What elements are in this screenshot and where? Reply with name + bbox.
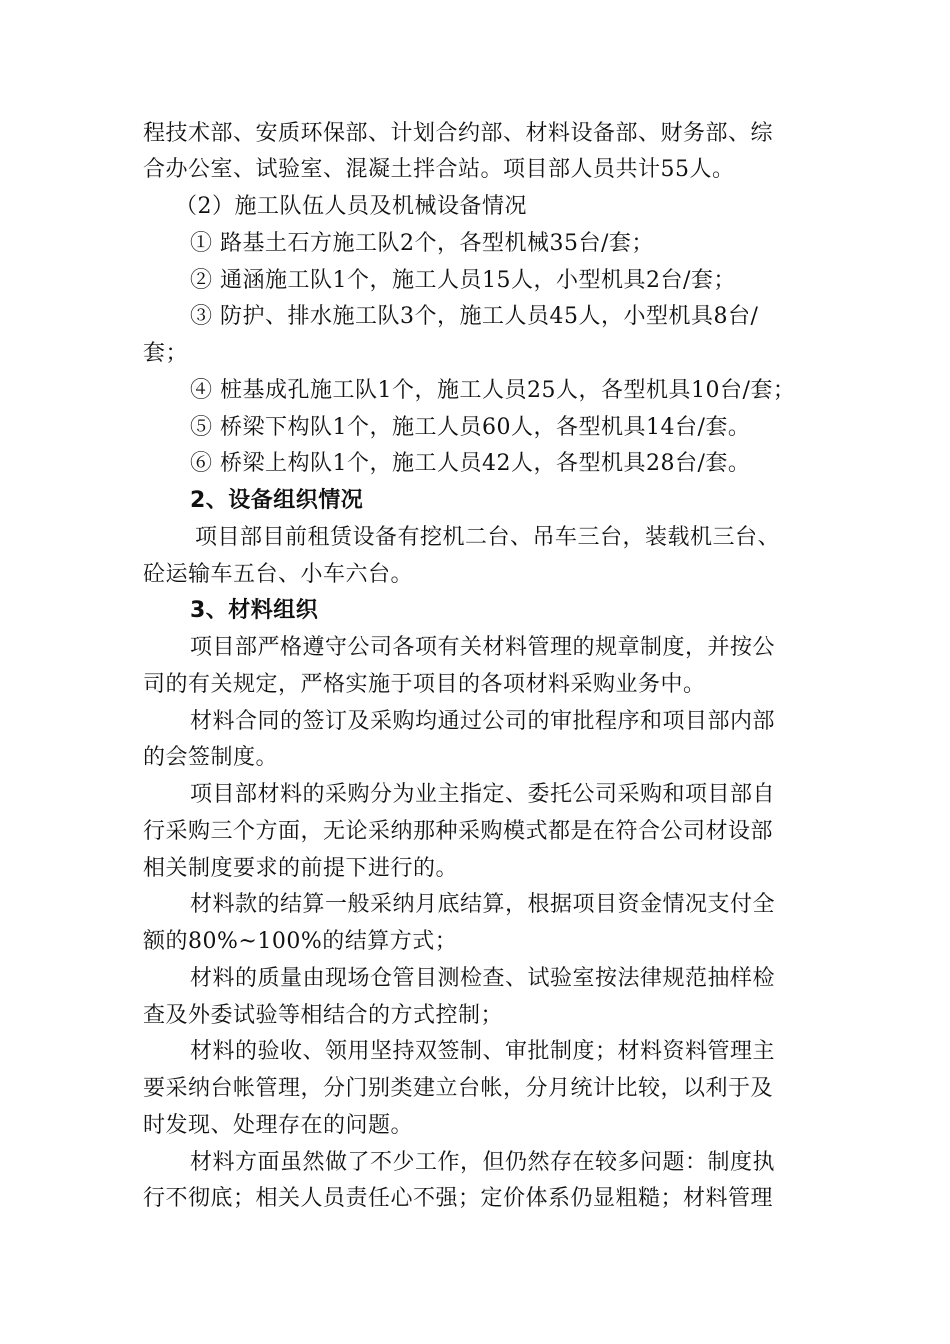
section-heading: 2、设备组织情况 (190, 488, 364, 513)
text-line: 相关制度要求的前提下进行的。 (143, 856, 459, 881)
text-line: 司的有关规定，严格实施于项目的各项材料采购业务中。 (143, 672, 706, 697)
list-item: ③ 防护、排水施工队3个，施工人员45人，小型机具8台/ (190, 304, 759, 329)
text-line: 时发现、处理存在的问题。 (143, 1113, 414, 1138)
list-item: ④ 桩基成孔施工队1个，施工人员25人，各型机具10台/套； (190, 378, 796, 403)
paragraph-line: 材料的质量由现场仓管目测检查、试验室按法律规范抽样检 (190, 966, 776, 991)
paragraph-line: 项目部严格遵守公司各项有关材料管理的规章制度，并按公 (190, 635, 776, 660)
subheading: （2）施工队伍人员及机械设备情况 (175, 194, 527, 219)
paragraph-line: 项目部目前租赁设备有挖机二台、吊车三台，装载机三台、 (195, 525, 781, 550)
text-line: 合办公室、试验室、混凝土拌合站。项目部人员共计55人。 (143, 157, 735, 182)
paragraph-line: 材料方面虽然做了不少工作，但仍然存在较多问题：制度执 (190, 1150, 776, 1175)
text-line: 行采购三个方面，无论采纳那种采购模式都是在符合公司材设部 (143, 819, 774, 844)
text-line: 要采纳台帐管理，分门别类建立台帐，分月统计比较，以利于及 (143, 1076, 774, 1101)
list-item: ⑥ 桥梁上构队1个，施工人员42人，各型机具28台/套。 (190, 451, 751, 476)
paragraph-line: 材料合同的签订及采购均通过公司的审批程序和项目部内部 (190, 709, 776, 734)
text-line: 套； (143, 341, 189, 366)
text-line: 额的80%~100%的结算方式； (143, 929, 458, 954)
list-item: ② 通涵施工队1个，施工人员15人，小型机具2台/套； (190, 268, 736, 293)
section-heading: 3、材料组织 (190, 598, 319, 623)
list-item: ① 路基土石方施工队2个，各型机械35台/套； (190, 231, 654, 256)
text-line: 砼运输车五台、小车六台。 (143, 562, 414, 587)
text-line: 的会签制度。 (143, 745, 279, 770)
list-item: ⑤ 桥梁下构队1个，施工人员60人，各型机具14台/套。 (190, 415, 751, 440)
paragraph-line: 项目部材料的采购分为业主指定、委托公司采购和项目部自 (190, 782, 776, 807)
paragraph-line: 材料的验收、领用坚持双签制、审批制度；材料资料管理主 (190, 1039, 776, 1064)
text-line: 查及外委试验等相结合的方式控制； (143, 1003, 504, 1028)
paragraph-line: 材料款的结算一般采纳月底结算，根据项目资金情况支付全 (190, 892, 776, 917)
text-line: 程技术部、安质环保部、计划合约部、材料设备部、财务部、综 (143, 121, 774, 146)
text-line: 行不彻底；相关人员责任心不强；定价体系仍显粗糙；材料管理 (143, 1186, 774, 1211)
